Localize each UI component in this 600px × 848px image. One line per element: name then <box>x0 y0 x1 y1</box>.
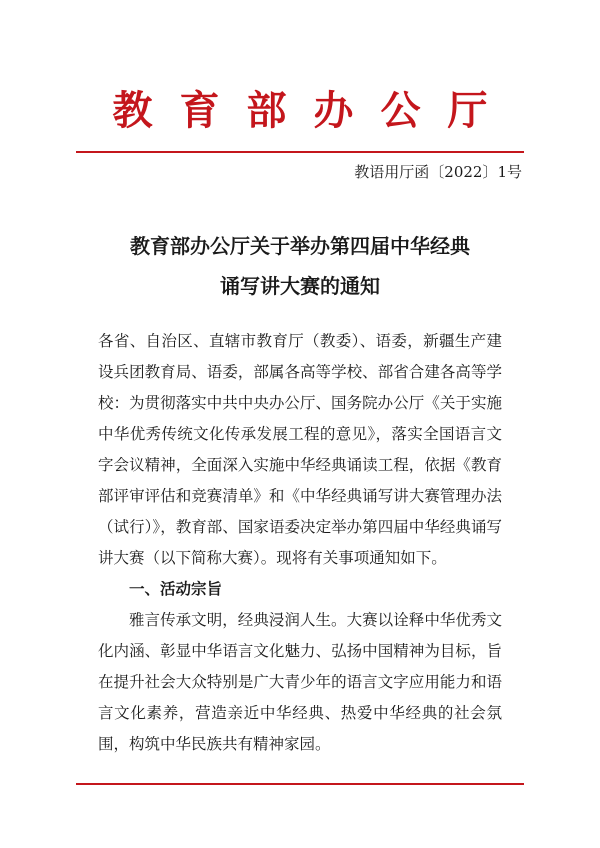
document-title <box>0 226 600 306</box>
title-line-2: 诵写讲大赛的通知 <box>220 274 380 298</box>
section-paragraph-purpose: 雅言传承文明，经典浸润人生。大赛以诠释中华优秀文化内涵、彰显中华语言文化魅力、弘扬中国精神为目标，旨在提升社会大众特别是广大青少年的语言文字应用能力和语言文化素养，营造亲近中华经典、热爱中华经典的社会氛围，构筑中华民族共有精神家园。 <box>98 611 502 753</box>
salutation: 各省、自治区、直辖市教育厅（教委）、语委，新疆生产建设兵团教育局、语委，部属各高等学校、部省合建各高等学校： <box>98 332 502 412</box>
section-heading-purpose: 一、活动宗旨 <box>129 580 223 598</box>
intro-paragraph: 为贯彻落实中共中央办公厅、国务院办公厅《关于实施中华优秀传统文化传承发展工程的意见》，落实全国语言文字会议精神，全面深入实施中华经典诵读工程，依据《教育部评审评估和竞赛清单》和《中华经典诵写讲大赛管理办法（试行）》，教育部、国家语委决定举办第四届中华经典诵写讲大赛（以下简称大赛）。现将有关事项通知如下。 <box>98 394 502 567</box>
header-red-rule <box>76 151 524 153</box>
document-number: 教语用厅函〔2022〕1号 <box>354 163 522 181</box>
title-line-1: 教育部办公厅关于举办第四届中华经典 <box>130 234 470 258</box>
footer-red-rule <box>76 783 524 785</box>
issuing-office-header: 教育部办公厅 <box>112 87 515 134</box>
